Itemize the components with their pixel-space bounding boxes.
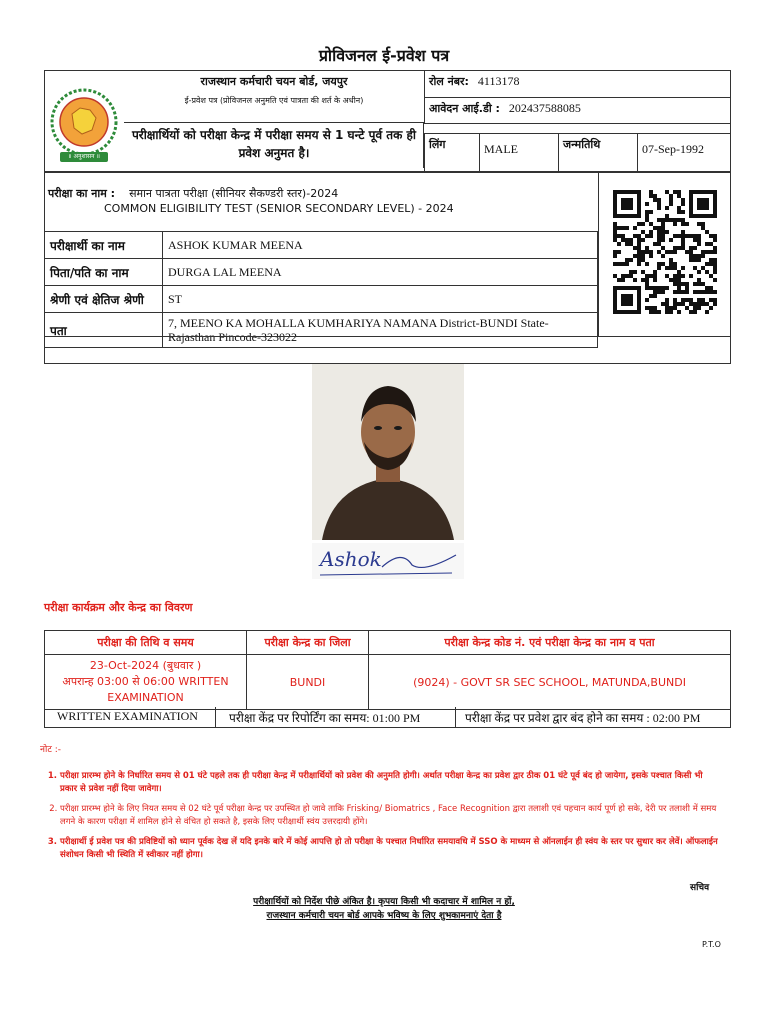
candidate-details-table — [44, 231, 598, 348]
document-title: प्रोविजनल ई-प्रवेश पत्र — [318, 46, 450, 65]
roll-number-row — [424, 70, 731, 98]
schedule-header-row — [45, 631, 731, 655]
address-value: 7, MEENO KA MOHALLA KUMHARIYA NAMANA District-BUNDI State-Rajasthan Pincode-323022 — [163, 313, 598, 348]
section-divider — [44, 336, 731, 337]
application-id-row — [424, 97, 731, 124]
entry-notice: परीक्षार्थियों को परीक्षा केन्द्र में परीक्षा समय से 1 घन्टे पूर्व तक ही प्रवेश अनुमत है। — [131, 128, 417, 160]
father-name-label: पिता/पति का नाम — [45, 259, 163, 286]
gate-close-time: परीक्षा केंद्र पर प्रवेश द्वार बंद होने का समय : 02:00 PM — [465, 711, 701, 725]
candidate-name-label: परीक्षार्थी का नाम — [45, 232, 163, 259]
category-value: ST — [163, 286, 598, 313]
exam-date: 23-Oct-2024 (बुधवार ) — [89, 659, 202, 672]
notes-label: नोट :- — [40, 745, 62, 755]
candidate-photo — [312, 364, 464, 540]
exam-date-cell — [45, 655, 247, 710]
gender-label: लिंग — [424, 133, 480, 172]
address-row — [45, 313, 598, 348]
candidate-name-value: ASHOK KUMAR MEENA — [163, 232, 598, 259]
notes-list — [58, 770, 720, 869]
note-item-1: 1. परीक्षा प्रारम्भ होने के निर्धारित समय से 01 घंटे पहले तक ही परीक्षा केन्द्र में परीक्षार्थियों को प्रवेश की अनुमति होगी। अर्थात परीक्षा केन्द्र का प्रवेश द्वार ठीक 01 घंटे पूर्व बंद हो जायेगा, इसके पश्चात किसी भी प्रकार से प्रवेश नहीं दिया जावेगा। — [60, 770, 720, 796]
qr-code — [598, 172, 731, 336]
schedule-header-centre: परीक्षा केन्द्र कोड नं. एवं परीक्षा केन्द्र का नाम व पता — [369, 631, 731, 655]
dob-label: जन्मतिथि — [558, 133, 638, 172]
candidate-name-row — [45, 232, 598, 259]
schedule-timing-row — [44, 707, 731, 728]
note-item-2: 2. परीक्षा प्रारम्भ होने के लिए नियत समय से 02 घंटे पूर्व परीक्षा केन्द्र पर उपस्थित हो जावे ताकि Frisking/ Biomatrics , Face Recognition द्वारा तलाशी एवं पहचान कार्य पूर्ण हो सके, देरी पर तलाशी में समय लगने के कारण परीक्षा में शामिल होने से वंचित हो सकते है, इसके लिए परीक्षार्थी स्वंय उत्तरदायी होंगे। — [60, 803, 720, 829]
timing-divider-2 — [455, 707, 456, 727]
pto-label: P.T.O — [702, 940, 721, 949]
footer-line-1: परीक्षार्थियों को निर्देश पीछे अंकित है। कृपया किसी भी कदाचार में शामिल न हों, — [253, 897, 515, 907]
schedule-table — [44, 630, 731, 710]
schedule-section-title: परीक्षा कार्यक्रम और केन्द्र का विवरण — [44, 601, 193, 614]
footer-line-2: राजस्थान कर्मचारी चयन बोर्ड आपके भविष्य के लिए शुभकामनाएं देता है — [266, 911, 502, 921]
signature-text: Ashok — [320, 547, 382, 571]
exam-time: अपरान्ह 03:00 से 06:00 WRITTEN EXAMINATION — [62, 675, 229, 704]
exam-name-hindi: समान पात्रता परीक्षा (सीनियर सैकण्डरी स्तर)-2024 — [129, 187, 339, 200]
board-subtitle: ई-प्रवेश पत्र (प्रोविजनल अनुमति एवं पात्रता की शर्त के अधीन) — [184, 96, 364, 105]
application-id-label: आवेदन आई.डी : — [429, 102, 500, 115]
schedule-header-date: परीक्षा की तिथि व समय — [45, 631, 247, 655]
rsmssb-logo — [46, 84, 122, 168]
category-label: श्रेणी एवं क्षेतिज श्रेणी — [45, 286, 163, 313]
exam-name-english: COMMON ELIGIBILITY TEST (SENIOR SECONDARY LEVEL) - 2024 — [104, 202, 454, 215]
candidate-signature — [312, 543, 464, 579]
board-name: राजस्थान कर्मचारी चयन बोर्ड, जयपुर — [200, 75, 348, 88]
logo-ribbon-text: ॥ अनुशासन ॥ — [68, 153, 100, 160]
exam-centre: (9024) - GOVT SR SEC SCHOOL, MATUNDA,BUNDI — [369, 655, 731, 710]
application-id-value: 202437588085 — [508, 101, 581, 115]
roll-number-label: रोल नंबर: — [429, 75, 469, 88]
exam-type: WRITTEN EXAMINATION — [57, 709, 198, 723]
roll-number-value: 4113178 — [477, 74, 520, 88]
schedule-data-row — [45, 655, 731, 710]
schedule-header-district: परीक्षा केन्द्र का जिला — [247, 631, 369, 655]
dob-value: 07-Sep-1992 — [637, 133, 731, 172]
reporting-time: परीक्षा केंद्र पर रिपोर्टिंग का समय: 01:00 PM — [229, 711, 421, 725]
exam-name-block — [48, 184, 588, 202]
father-name-value: DURGA LAL MEENA — [163, 259, 598, 286]
exam-district: BUNDI — [247, 655, 369, 710]
timing-divider-1 — [215, 707, 216, 727]
gender-value: MALE — [479, 133, 559, 172]
note-item-3: 3. परीक्षार्थी ई प्रवेश पत्र की प्रविष्टियों को ध्यान पूर्वक देख लें यदि इनके बारे में कोई आपत्ति हो तो परीक्षा के पश्चात निर्धारित समयावधि में SSO के माध्यम से ऑनलाईन ही स्वंय के स्तर पर सुधार कर लेवें। ऑफलाईन संशोधन किसी भी स्थिति में स्वीकार नहीं होगा। — [60, 836, 720, 862]
exam-name-label: परीक्षा का नाम : — [48, 187, 116, 200]
secretary-label: सचिव — [690, 883, 710, 893]
father-name-row — [45, 259, 598, 286]
category-row — [45, 286, 598, 313]
address-label: पता — [45, 313, 163, 348]
